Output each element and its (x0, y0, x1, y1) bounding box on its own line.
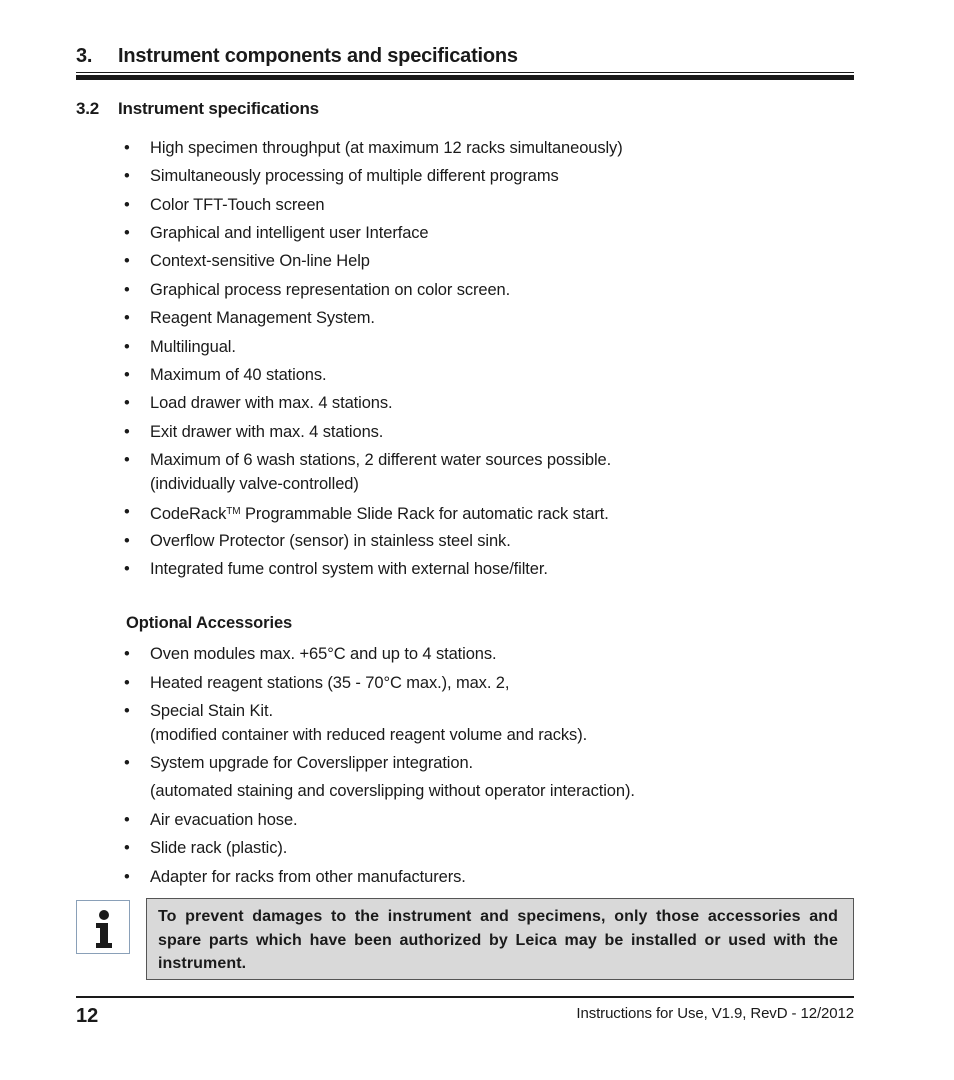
trademark-symbol: TM (226, 506, 241, 517)
document-info: Instructions for Use, V1.9, RevD - 12/2012 (576, 1005, 854, 1022)
notice-box: To prevent damages to the instrument and specimens, only those accessories and spare parts which have been authorized by Leica may be installed or used with the instrument. (146, 898, 854, 980)
section-title: Instrument specifications (118, 99, 319, 118)
section-number: 3.2 (76, 99, 100, 118)
section-heading (76, 99, 319, 119)
header-rule-thin (76, 72, 854, 73)
chapter-number: 3. (76, 45, 93, 67)
manual-page: 3. Instrument components and specifications 3.2 Instrument specifications • High specimen throughput (at maximum 12 racks simultaneously) • Simultaneously processing of multiple different programs • Color TFT-Touch screen • Graphical and intelligent user Interface • Context-sensitive On-line Help • Graphical process representation on color screen. • Reagent Management System. • Multilingual. • Maximum of 40 stations. • Load drawer with max. 4 stations. • Exit drawer with max. 4 stations. • Maximum of 6 wash stations, 2 different water sources possible. (individually valve-controlled) • CodeRack™ Programmable Slide Rack for automatic rack start. • Overflow Protector (sensor) in stainless steel sink. • Integrated fume control system with external hose/filter. Optional Accessories • Oven modules max. +65°C and up to 4 stations. • Heated reagent stations (35 - 70°C max.), max. 2, • Special Stain Kit. (modified container with reduced reagent volume and racks). • System upgrade for Coverslipper integration. (automated staining and coverslipping without operator interaction). • Air evacuation hose. • Slide rack (plastic). • Adapter for racks from other manufacturers. To prevent damages to the instrument and specimens, only those accessories and spare parts which have been authorized by Leica may be installed or used with the instrument. 12 Instructions for Use, V1.9, RevD - 12/2012 (76, 45, 854, 1027)
chapter-title: Instrument components and specifications (118, 45, 518, 67)
optional-accessories-heading: Optional Accessories (126, 614, 293, 632)
info-icon (76, 900, 130, 954)
footer-rule (76, 996, 854, 998)
chapter-heading (76, 45, 854, 68)
header-rule-thick (76, 75, 854, 80)
page-number: 12 (76, 1005, 99, 1027)
